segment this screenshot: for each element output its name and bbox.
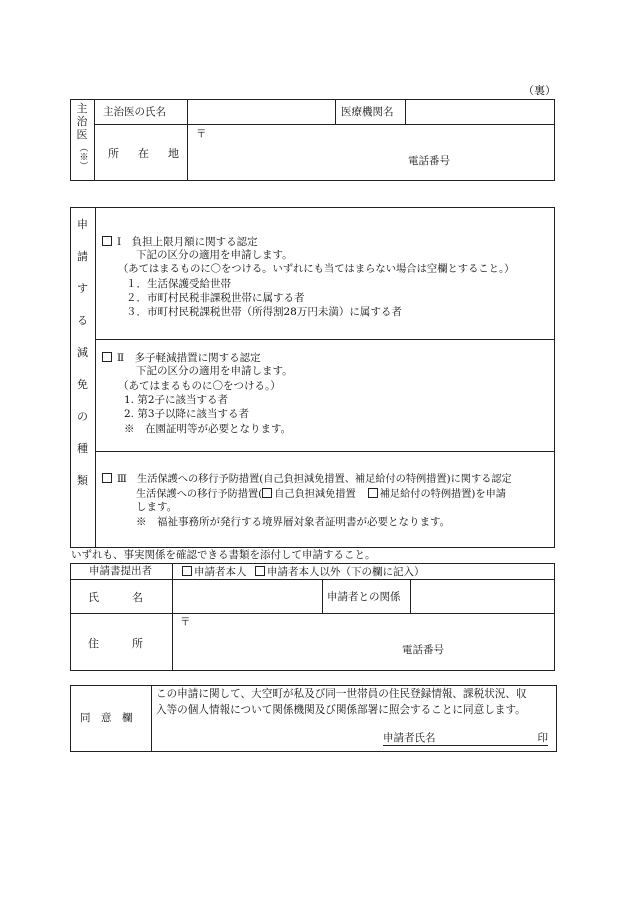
submitter-address-label: 住 所 [88, 637, 143, 650]
submitter-phone-label: 電話番号 [402, 644, 444, 656]
section2-item-2[interactable]: 2. 第3子以降に該当する者 [124, 408, 250, 420]
section2-item-1[interactable]: 1. 第2子に該当する者 [124, 394, 229, 406]
submitter-name-label: 氏 名 [88, 591, 143, 604]
self-checkbox[interactable] [182, 566, 192, 576]
relation-field[interactable] [412, 581, 553, 611]
consent-line1: この申請に関して、大空町が私及び同一世帯員の住民登録情報、課税状況、収 [156, 688, 527, 700]
doctor-phone-label: 電話番号 [408, 155, 450, 167]
submitter-option-self[interactable]: 申請者本人 [182, 566, 247, 578]
section1-line1: 下記の区分の適用を申請します。 [136, 249, 293, 261]
section2-note: ※ 在園証明等が必要となります。 [124, 423, 292, 435]
section2-line1: 下記の区分の適用を申請します。 [136, 365, 293, 377]
signature-label: 申請者氏名 [383, 732, 436, 744]
doctor-postal-mark: 〒 [196, 128, 207, 140]
page-side-label: （裏） [523, 84, 556, 97]
section1-item-3[interactable]: ３．市町村民税課税世帯（所得割28万円未満）に属する者 [126, 306, 402, 318]
doctor-name-label: 主治医の氏名 [103, 106, 166, 118]
section1-item-1[interactable]: １．生活保護受給世帯 [126, 278, 231, 290]
relation-label: 申請者との関係 [327, 591, 401, 603]
doctor-name-field[interactable] [189, 101, 333, 123]
section1-line2: （あてはまるものに〇をつける。いずれにも当てはまらない場合は空欄とすること。） [118, 263, 515, 275]
self-pay-reduction-checkbox[interactable] [262, 488, 272, 498]
submitter-name-field[interactable] [174, 581, 320, 611]
other-checkbox[interactable] [255, 566, 265, 576]
reduction-side-label: 申 請 す る 減 免 の 種 類 [77, 218, 88, 487]
consent-line2: 入等の個人情報について関係機関及び関係部署に照会することに同意します。 [156, 704, 526, 716]
submitter-option-other[interactable]: 申請者本人以外（下の欄に記入） [255, 566, 425, 578]
section2-title: Ⅱ 多子軽減措置に関する認定 [102, 352, 261, 364]
supplementary-benefit-checkbox[interactable] [368, 488, 378, 498]
consent-label: 同 意 欄 [80, 712, 133, 724]
attachment-instruction: いずれも、事実関係を確認できる書類を添付して申請すること。 [71, 549, 376, 561]
section3-line2: します。 [136, 501, 178, 513]
submitter-label: 申請書提出者 [89, 565, 152, 577]
section1-item-2[interactable]: ２．市町村民税非課税世帯に属する者 [126, 292, 305, 304]
section2-line2: （あてはまるものに〇をつける。） [118, 380, 281, 392]
institution-label: 医療機関名 [341, 106, 394, 118]
doctor-side-label: 主 治 医 （※） [76, 102, 88, 170]
section3-title: Ⅲ 生活保護への移行予防措置(自己負担減免措置、補足給付の特例措置)に関する認定 [102, 473, 512, 485]
seal-mark: 印 [537, 732, 548, 744]
section3-line1: 生活保護への移行予防措置( 自己負担減免措置 補足給付の特例措置)を申請 [136, 489, 506, 500]
section2-checkbox[interactable] [102, 352, 112, 362]
doctor-address-field[interactable] [189, 126, 553, 179]
submitter-postal-mark: 〒 [180, 616, 191, 628]
section1-checkbox[interactable] [102, 236, 112, 246]
section3-note: ※ 福祉事務所が発行する境界層対象者証明書が必要となります。 [136, 516, 451, 528]
consent-signature-line[interactable] [383, 731, 548, 746]
submitter-address-field[interactable] [174, 615, 553, 669]
doctor-address-label: 所 在 地 [108, 147, 183, 160]
section1-title: Ⅰ 負担上限月額に関する認定 [102, 236, 258, 248]
institution-field[interactable] [407, 101, 553, 123]
section3-checkbox[interactable] [102, 473, 112, 483]
